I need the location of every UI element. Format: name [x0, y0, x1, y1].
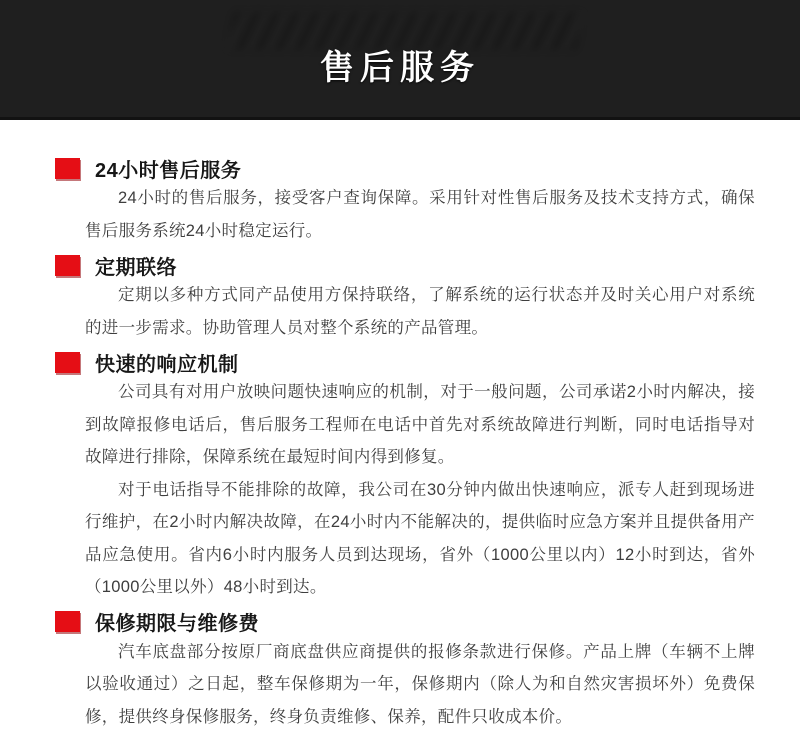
section-heading: 24小时售后服务 — [95, 159, 242, 182]
section-warranty — [55, 610, 755, 734]
section-heading: 定期联络 — [95, 256, 177, 279]
header-banner — [0, 0, 800, 120]
section-paragraph: 公司具有对用户放映问题快速响应的机制，对于一般问题，公司承诺2小时内解决，接到故障报修电话后，售后服务工程师在电话中首先对系统故障进行判断，同时电话指导对故障进行排除，保障系统在最短时间内得到修复。 — [85, 383, 755, 466]
section-24h-service — [55, 156, 755, 247]
section-header — [55, 610, 755, 634]
section-paragraph: 对于电话指导不能排除的故障，我公司在30分钟内做出快速响应，派专人赶到现场进行维护，在2小时内解决故障，在24小时内不能解决的，提供临时应急方案并且提供备用产品应急使用。省内6小时内服务人员到达现场，省外（1000公里以内）12小时到达，省外（1000公里以外）48小时到达。 — [85, 480, 755, 596]
section-paragraph: 定期以多种方式同产品使用方保持联络，了解系统的运行状态并及时关心用户对系统的进一步需求。协助管理人员对整个系统的产品管理。 — [85, 286, 755, 337]
red-square-bullet-icon — [55, 255, 80, 276]
section-heading: 快速的响应机制 — [95, 353, 239, 376]
section-header — [55, 156, 755, 180]
section-heading: 保修期限与维修费 — [95, 613, 259, 635]
section-header — [55, 350, 755, 374]
red-square-bullet-icon — [55, 611, 80, 632]
red-square-bullet-icon — [55, 352, 80, 373]
section-fast-response — [55, 350, 755, 604]
section-header — [55, 253, 755, 277]
red-square-bullet-icon — [55, 158, 80, 179]
page-title: 售后服务 — [320, 49, 480, 87]
section-regular-contact — [55, 253, 755, 344]
section-paragraph: 24小时的售后服务，接受客户查询保障。采用针对性售后服务及技术支持方式，确保售后服务系统24小时稳定运行。 — [85, 189, 755, 240]
section-paragraph: 汽车底盘部分按原厂商底盘供应商提供的报修条款进行保修。产品上牌（车辆不上牌以验收通过）之日起，整车保修期为一年，保修期内（除人为和自然灾害损坏外）免费保修，提供终身保修服务，终身负责维修、保养，配件只收成本价。 — [85, 642, 755, 726]
content — [0, 120, 800, 733]
